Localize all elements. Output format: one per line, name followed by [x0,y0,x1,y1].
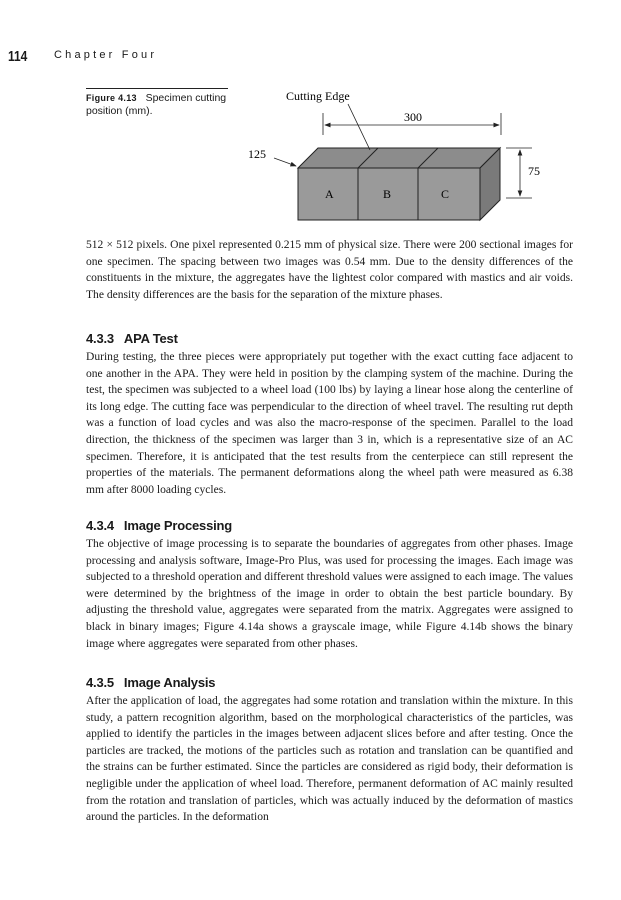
piece-label-b: B [383,187,392,201]
section-text: After the application of load, the aggregates had some rotation and translation within the mixture. In this study, a pattern recognition algorithm, based on the morphological characteristics of the particles, was applied to identify the particles in the images between adjacent slices before and after testing. Once the particles are tracked, the motions of the particles such as rotation and translation can be quantified and the strains can be further estimated. Since the particles are considered as rigid body, their deformation is negligible under the application of wheel load. Therefore, permanent deformation of AC mainly resulted from the rotation and translation of particles, which was actually induced by the deformation of mastics around the particles. In the deformation [86,695,573,824]
section-title: Image Analysis [123,675,216,690]
dim-width-arrow [274,158,296,166]
section-heading-image-processing [86,518,232,533]
intro-paragraph [86,237,573,303]
section-title: APA Test [123,331,178,346]
running-header [8,48,158,66]
section-number: 4.3.3 [86,331,114,346]
piece-label-c: C [441,187,450,201]
intro-text: 512 × 512 pixels. One pixel represented 0.215 mm of physical size. There were 200 sectional images for one specimen. The spacing between two images was 0.54 mm. Due to the density differences of the constituents in the mixture, the aggregates have the lightest color compared with mastics and air voids. The density differences are the basis for the separation of the mixture phases. [86,239,573,301]
cutting-edge-leader [348,104,370,150]
specimen-diagram [230,80,560,230]
section-body-image-analysis [86,693,573,826]
section-text: During testing, the three pieces were appropriately put together with the exact cutting face adjacent to one another in the APA. They were held in position by the clamping system of the machine. During the test, the specimen was subjected to a wheel load (100 lbs) by laying a linear hose along the centerline of its long edge. The cutting face was perpendicular to the direction of wheel travel. The resulting rut depth was a function of load cycles and was also the macro-response of the specimen. Parallel to the load direction, the thickness of the specimen was larger than 3 in, which is a representative size of an AC specimen. Therefore, it is anticipated that the test results from the centerpiece can still represent the properties of the materials. The permanent deformations along the wheel path were measured as 6.38 mm after 8000 loading cycles. [86,351,573,496]
section-heading-apa-test [86,331,178,346]
section-number: 4.3.5 [86,675,114,690]
dim-width-label: 125 [248,147,266,161]
dim-length-label: 300 [404,110,422,124]
page-number: 114 [8,48,28,65]
figure-caption-text: Specimen cutting position (mm). [86,92,227,117]
section-number: 4.3.4 [86,518,114,533]
section-title: Image Processing [123,518,232,533]
figure-label: Figure 4.13 [86,93,137,103]
section-body-image-processing [86,536,573,652]
specimen-figure [230,80,560,230]
chapter-title: Chapter Four [54,49,158,61]
dim-height-label: 75 [528,164,540,178]
section-text: The objective of image processing is to separate the boundaries of aggregates from other phases. Image processing and analysis software, Image-Pro Plus, was used for processing the images. Each image was subjected to a threshold operation and different threshold values were assigned to each image. The values were determined by the brightness of the image in order to obtain the best particle boundary. By adjusting the threshold value, aggregates were separated from the matrix. Aggregates were assigned to black in binary images; Figure 4.14a shows a grayscale image, while Figure 4.14b shows the binary image where aggregates were separated from other phases. [86,538,573,650]
piece-label-a: A [325,187,334,201]
cutting-edge-label: Cutting Edge [286,89,350,103]
section-body-apa-test [86,349,573,498]
figure-caption [86,88,228,118]
specimen-top-face [298,148,500,168]
section-heading-image-analysis [86,675,215,690]
